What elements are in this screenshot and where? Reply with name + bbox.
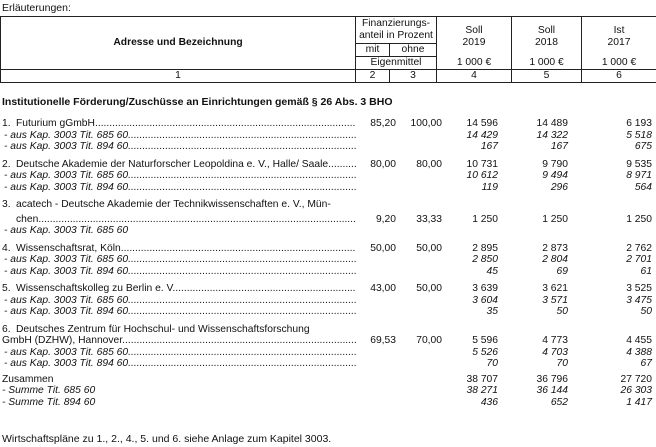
table-row: - aus Kap. 3003 Tit. 894 60 ..... 119 296 564 [0, 182, 656, 194]
header-ist-2017: Ist 2017 [582, 17, 656, 57]
caption: Erläuterungen: [2, 2, 71, 14]
entry-label: Futurium gGmbH [16, 118, 95, 129]
header-soll-2018: Soll 2018 [512, 17, 582, 57]
col-number-2: 2 [356, 70, 390, 83]
col-number-6: 6 [582, 70, 656, 83]
table-row: - aus Kap. 3003 Tit. 685 60 ..... 2 850 2 804 2 701 [0, 254, 656, 266]
col-number-4: 4 [437, 70, 512, 83]
header-mit: mit [356, 44, 390, 57]
table-row: - aus Kap. 3003 Tit. 685 60 [4, 225, 129, 236]
header-ohne: ohne [390, 44, 437, 57]
table-row: 2. Deutsche Akademie der Naturforscher Leopoldina e. V., Halle/ Saale ..... 80,00 80,00 10 731 9 790 9 535 [0, 159, 656, 171]
header-unit-6: 1 000 € [582, 57, 656, 70]
header-soll-2019: Soll 2019 [437, 17, 512, 57]
header-address: Adresse und Bezeichnung [1, 17, 356, 70]
table-header [0, 16, 656, 83]
total-row: - Summe Tit. 894 60 436 652 1 417 [2, 396, 652, 408]
table-row: 1. Futurium gGmbH ..... 85,20 100,00 14 596 14 489 6 193 [0, 118, 656, 130]
section-title: Institutionelle Förderung/Zuschüsse an Einrichtungen gemäß § 26 Abs. 3 BHO [2, 96, 393, 108]
entry-label: Wissenschaftsrat, Köln [16, 242, 121, 254]
total-row: Zusammen 38 707 36 796 27 720 [2, 373, 652, 385]
footnote: Wirtschaftspläne zu 1., 2., 4., 5. und 6. siehe Anlage zum Kapitel 3003. [2, 433, 332, 445]
table-row: - aus Kap. 3003 Tit. 894 60 ..... 35 50 50 [0, 306, 656, 318]
header-financing: Finanzierungs- anteil in Prozent [356, 17, 437, 44]
table-row: GmbH (DZHW), Hannover ..... 69,53 70,00 5 596 4 773 4 455 [0, 335, 656, 347]
entry-label: acatech - Deutsche Akademie der Technikwissenschaften e. V., Mün- [16, 199, 331, 210]
col-number-1: 1 [1, 70, 356, 83]
table-row: - aus Kap. 3003 Tit. 685 60 ..... 5 526 4 703 4 388 [0, 347, 656, 359]
table-row: - aus Kap. 3003 Tit. 894 60 ..... 167 167 675 [0, 141, 656, 153]
header-eigenmittel: Eigenmittel [356, 57, 437, 70]
entry-label: Wissenschaftskolleg zu Berlin e. V. [16, 283, 176, 294]
table-body [0, 118, 656, 408]
table-row: 4. Wissenschaftsrat, Köln ..... 50,00 50,00 2 895 2 873 2 762 [0, 243, 656, 255]
header-unit-5: 1 000 € [512, 57, 582, 70]
entry-label: Deutsches Zentrum für Hochschul- und Wissenschaftsforschung [16, 323, 310, 335]
table-row: 3. acatech - Deutsche Akademie der Technikwissenschaften e. V., Mün- [2, 199, 331, 210]
table-row: - aus Kap. 3003 Tit. 685 60 ..... 14 429 14 322 5 518 [0, 130, 656, 142]
table-row: chen ..... 9,20 33,33 1 250 1 250 1 250 [0, 214, 656, 226]
table-row: 5. Wissenschaftskolleg zu Berlin e. V. ..... 43,00 50,00 3 639 3 621 3 525 [0, 283, 656, 295]
entry-label: Deutsche Akademie der Naturforscher Leopoldina e. V., Halle/ Saale [16, 158, 329, 170]
table-row: - aus Kap. 3003 Tit. 894 60 ..... 45 69 61 [0, 266, 656, 278]
table-row: - aus Kap. 3003 Tit. 685 60 ..... 3 604 3 571 3 475 [0, 295, 656, 307]
total-row: - Summe Tit. 685 60 38 271 36 144 26 303 [2, 385, 652, 396]
table-row: - aus Kap. 3003 Tit. 894 60 ..... 70 70 67 [0, 358, 656, 370]
col-number-5: 5 [512, 70, 582, 83]
header-unit-4: 1 000 € [437, 57, 512, 70]
col-number-3: 3 [390, 70, 437, 83]
table-row: 6. Deutsches Zentrum für Hochschul- und Wissenschaftsforschung [2, 323, 310, 335]
table-row: - aus Kap. 3003 Tit. 685 60 ..... 10 612 9 494 8 971 [0, 170, 656, 182]
